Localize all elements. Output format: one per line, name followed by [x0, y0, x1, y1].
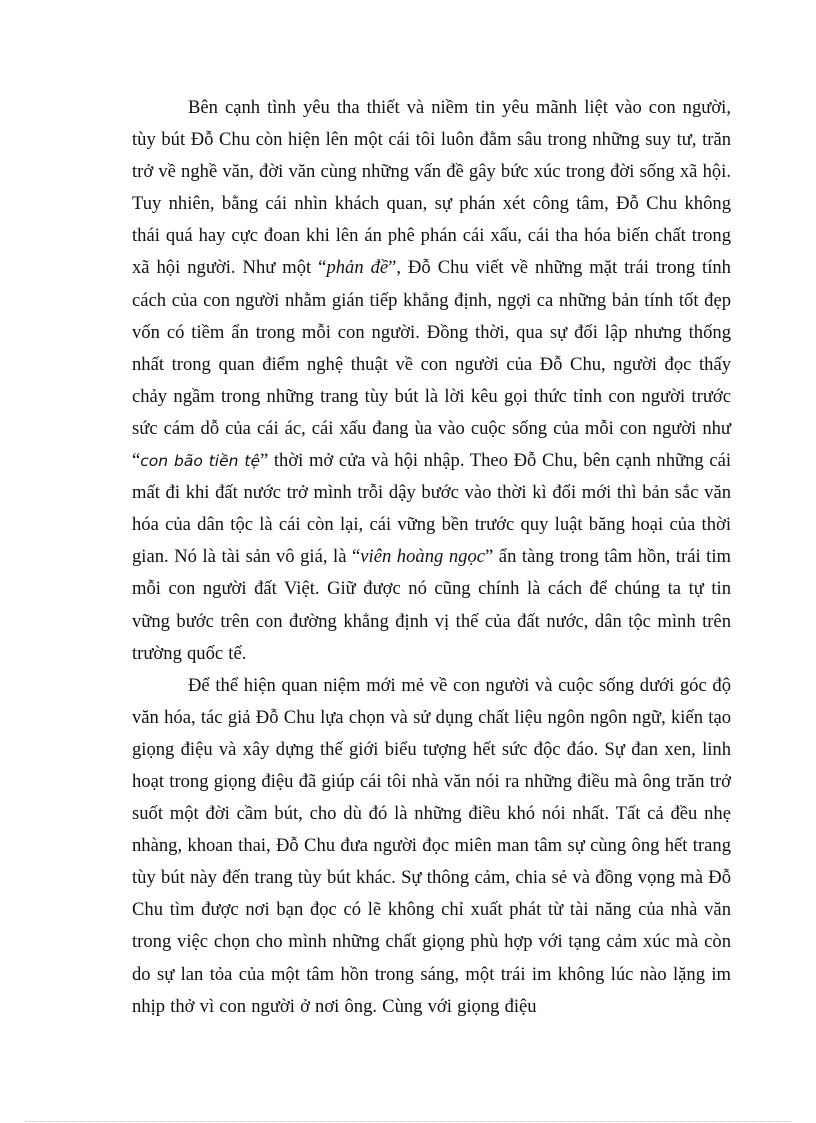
paragraph-1 [132, 92, 731, 670]
body-text [132, 92, 731, 1023]
paragraph-1-text-4: ” ẩn tàng trong tâm hồn, trái tim mỗi con người đất Việt. Giữ được nó cũng chính là cách để chúng ta tự tin vững bước trên con đường khẳng định vị thế của đất nước, dân tộc mình trên trường quốc tế. [132, 546, 731, 664]
paragraph-1-text-2: ”, Đỗ Chu viết về những mặt trái trong tính cách của con người nhằm gián tiếp khẳng định, ngợi ca những bản tính tốt đẹp vốn có tiềm ẩn trong mỗi con người. Đồng thời, qua sự đối lập nhưng thống nhất trong quan điểm nghệ thuật về con người của Đỗ Chu, người đọc thấy chảy ngầm trong những trang tùy bút là lời kêu gọi thức tỉnh con người trước sức cám dỗ của cái ác, cái xấu đang ùa vào cuộc sống của mỗi con người như “ [132, 257, 731, 472]
italic-quote-phan-de: phản đề [326, 257, 389, 279]
italic-quote-vien-hoang-ngoc: viên hoàng ngọc [360, 546, 485, 568]
page-break-divider [25, 1121, 791, 1122]
paragraph-2-text-1: Để thể hiện quan niệm mới mẻ về con người và cuộc sống dưới góc độ văn hóa, tác giả Đỗ Chu lựa chọn và sử dụng chất liệu ngôn ngôn ngữ, kiến tạo giọng điệu và xây dựng thế giới biểu tượng hết sức độc đáo. Sự đan xen, linh hoạt trong giọng điệu đã giúp cái tôi nhà văn nói ra những điều mà ông trăn trở suốt một đời cầm bút, cho dù đó là những điều khó nói nhất. Tất cả đều nhẹ nhàng, khoan thai, Đỗ Chu đưa người đọc miên man tâm sự cùng ông hết trang tùy bút này đến trang tùy bút khác. Sự thông cảm, chia sẻ và đồng vọng mà Đỗ Chu tìm được nơi bạn đọc có lẽ không chỉ xuất phát từ tài năng của nhà văn trong việc chọn cho mình những chất giọng phù hợp với tạng cảm xúc mà còn do sự lan tỏa của một tâm hồn trong sáng, một trái im không lúc nào lặng im nhịp thở vì con người ở nơi ông. Cùng với giọng điệu [132, 674, 731, 1017]
paragraph-1-text-3: ” thời mở cửa và hội nhập. Theo Đỗ Chu, bên cạnh những cái mất đi khi đất nước trở mình trỗi dậy bước vào thời kì đổi mới thì bản sắc văn hóa của dân tộc là cái còn lại, cái vững bền trước quy luật băng hoại của thời gian. Nó là tài sản vô giá, là “ [132, 450, 731, 568]
italic-quote-con-bao-tien-te: con bão tiền tệ [140, 452, 260, 471]
paragraph-1-text-1: Bên cạnh tình yêu tha thiết và niềm tin yêu mãnh liệt vào con người, tùy bút Đỗ Chu còn hiện lên một cái tôi luôn đằm sâu trong những suy tư, trăn trở về nghề văn, đời văn cùng những vấn đề gây bức xúc trong đời sống xã hội. Tuy nhiên, bằng cái nhìn khách quan, sự phán xét công tâm, Đỗ Chu không thái quá hay cực đoan khi lên án phê phán cái xấu, cái tha hóa biến chất trong xã hội người. Như một “ [132, 97, 731, 279]
paragraph-2 [132, 670, 731, 1023]
